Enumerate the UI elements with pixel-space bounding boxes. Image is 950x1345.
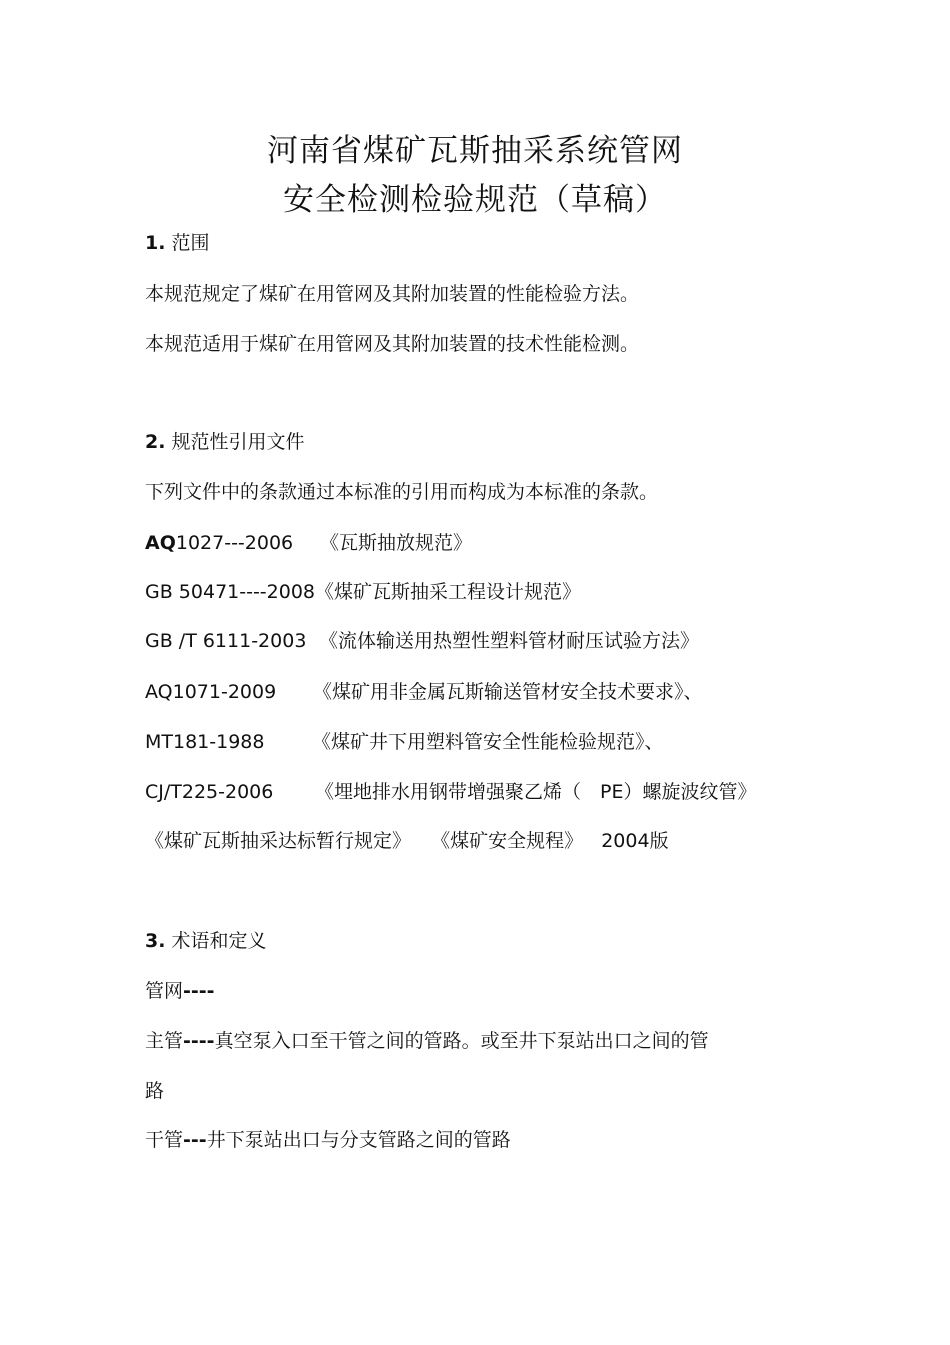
reference-title: 《埋地排水用钢带增强聚乙烯（ PE）螺旋波纹管》: [315, 781, 757, 803]
section1-heading-text: 范围: [171, 232, 210, 254]
reference-code: MT181-1988: [145, 731, 265, 753]
reference-extra: [145, 829, 669, 853]
reference-code: GB 50471----2008: [145, 581, 316, 603]
reference-item: [145, 780, 756, 804]
term-name: 管网: [145, 980, 184, 1002]
term-item: [145, 1029, 709, 1053]
reference-edition: 2004版: [601, 830, 669, 852]
term-dash: ----: [183, 1030, 215, 1052]
section3-heading: [145, 929, 267, 953]
reference-item: [145, 730, 664, 754]
section3-heading-text: 术语和定义: [171, 930, 267, 952]
reference-item: [145, 680, 703, 704]
section2-heading: [145, 430, 305, 454]
section3-number: 3.: [145, 930, 166, 952]
term-name: 主管: [145, 1030, 184, 1052]
reference-title: 《煤矿井下用塑料管安全性能检验规范》、: [312, 731, 664, 753]
term-dash: ---: [183, 1129, 207, 1151]
reference-title: 《煤矿用非金属瓦斯输送管材安全技术要求》、: [313, 681, 703, 703]
reference-title: 《流体输送用热塑性塑料管材耐压试验方法》: [319, 630, 700, 652]
section1-number: 1.: [145, 232, 166, 254]
reference-code: AQ1071-2009: [145, 681, 277, 703]
reference-doc: 《煤矿瓦斯抽采达标暂行规定》: [145, 830, 412, 852]
section2-number: 2.: [145, 431, 166, 453]
document-title-line1: 河南省煤矿瓦斯抽采系统管网: [267, 133, 683, 169]
reference-code: GB /T 6111-2003: [145, 630, 307, 652]
term-definition-continued: 路: [145, 1080, 165, 1102]
reference-item: [145, 629, 699, 653]
term-item: [145, 979, 215, 1003]
reference-item: [145, 531, 472, 555]
reference-title: 《煤矿瓦斯抽采工程设计规范》: [315, 581, 582, 603]
reference-code: CJ/T225-2006: [145, 781, 274, 803]
term-item: [145, 1128, 511, 1152]
term-definition: 井下泵站出口与分支管路之间的管路: [206, 1129, 511, 1151]
section1-heading: [145, 231, 210, 255]
term-dash: ----: [183, 980, 215, 1002]
section2-intro: 下列文件中的条款通过本标准的引用而构成为本标准的条款。: [145, 481, 659, 503]
section1-paragraph: 本规范适用于煤矿在用管网及其附加装置的技术性能检测。: [145, 333, 640, 355]
section2-heading-text: 规范性引用文件: [171, 431, 305, 453]
section1-paragraph: 本规范规定了煤矿在用管网及其附加装置的性能检验方法。: [145, 283, 640, 305]
term-name: 干管: [145, 1129, 184, 1151]
document-title-line2: 安全检测检验规范（草稿）: [283, 182, 667, 218]
reference-doc: 《煤矿安全规程》: [431, 830, 584, 852]
term-definition: 真空泵入口至干管之间的管路。或至井下泵站出口之间的管: [214, 1030, 709, 1052]
reference-code: AQ1027---2006: [145, 532, 294, 554]
reference-item: [145, 580, 581, 604]
reference-title: 《瓦斯抽放规范》: [320, 532, 473, 554]
